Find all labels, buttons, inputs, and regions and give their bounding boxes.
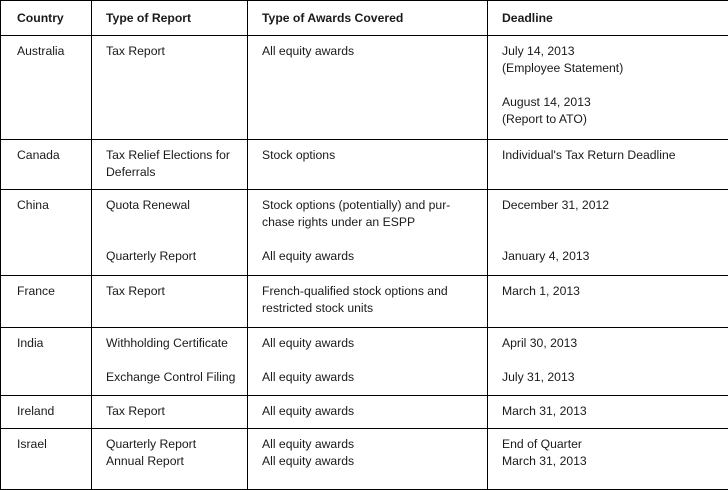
deadline-line: End of Quarter	[502, 436, 728, 453]
report-line: Quarterly Report	[106, 248, 247, 265]
country-cell: Canada	[1, 139, 92, 189]
deadline-cell: March 31, 2013	[488, 396, 728, 429]
table-row	[1, 36, 728, 140]
deadline-cell	[488, 327, 728, 396]
report-cell: Tax Report	[92, 36, 248, 140]
table-row	[1, 190, 728, 276]
table-row	[1, 139, 728, 189]
awards-cell: All equity awards	[248, 36, 488, 140]
country-cell: France	[1, 276, 92, 327]
header-type-of-report: Type of Report	[92, 1, 248, 36]
awards-line: All equity awards	[262, 369, 487, 386]
report-line: Tax Relief Elections for	[106, 147, 247, 164]
awards-cell: Stock options	[248, 139, 488, 189]
report-line: Withholding Certificate	[106, 335, 247, 352]
report-cell: Tax Report	[92, 396, 248, 429]
awards-line: All equity awards	[262, 453, 487, 470]
awards-line: French-qualified stock options and	[262, 283, 487, 300]
awards-line: All equity awards	[262, 248, 487, 265]
report-line: Exchange Control Filing	[106, 369, 247, 386]
awards-cell	[248, 276, 488, 327]
awards-cell: All equity awards	[248, 396, 488, 429]
country-cell: China	[1, 190, 92, 276]
awards-cell	[248, 190, 488, 276]
awards-line: All equity awards	[262, 436, 487, 453]
country-cell: Ireland	[1, 396, 92, 429]
report-line: Deferrals	[106, 164, 247, 181]
report-cell	[92, 139, 248, 189]
deadline-line: December 31, 2012	[502, 197, 728, 214]
report-cell	[92, 190, 248, 276]
table-row	[1, 429, 728, 490]
header-country: Country	[1, 1, 92, 36]
deadline-cell: March 1, 2013	[488, 276, 728, 327]
report-line: Quota Renewal	[106, 197, 247, 214]
awards-line: restricted stock units	[262, 300, 487, 317]
header-deadline: Deadline	[488, 1, 728, 36]
awards-line: All equity awards	[262, 335, 487, 352]
report-line: Quarterly Report	[106, 436, 247, 453]
table-row	[1, 327, 728, 396]
awards-cell	[248, 327, 488, 396]
deadline-cell	[488, 429, 728, 490]
deadline-line: (Employee Statement)	[502, 60, 728, 77]
deadline-line: August 14, 2013	[502, 94, 728, 111]
deadline-cell: Individual's Tax Return Deadline	[488, 139, 728, 189]
deadline-line: March 31, 2013	[502, 453, 728, 470]
deadline-line: July 14, 2013	[502, 43, 728, 60]
report-cell: Tax Report	[92, 276, 248, 327]
awards-cell	[248, 429, 488, 490]
country-cell: Israel	[1, 429, 92, 490]
report-cell	[92, 327, 248, 396]
awards-line: chase rights under an ESPP	[262, 214, 487, 231]
table-row	[1, 276, 728, 327]
header-awards-covered: Type of Awards Covered	[248, 1, 488, 36]
deadline-cell	[488, 190, 728, 276]
table-row	[1, 396, 728, 429]
country-cell: India	[1, 327, 92, 396]
deadline-line: (Report to ATO)	[502, 111, 728, 128]
deadline-line: April 30, 2013	[502, 335, 728, 352]
deadline-line: January 4, 2013	[502, 248, 728, 265]
awards-line: Stock options (potentially) and pur-	[262, 197, 487, 214]
deadline-line: July 31, 2013	[502, 369, 728, 386]
report-cell	[92, 429, 248, 490]
report-line: Annual Report	[106, 453, 247, 470]
country-cell: Australia	[1, 36, 92, 140]
header-row	[1, 1, 728, 36]
deadline-cell	[488, 36, 728, 140]
